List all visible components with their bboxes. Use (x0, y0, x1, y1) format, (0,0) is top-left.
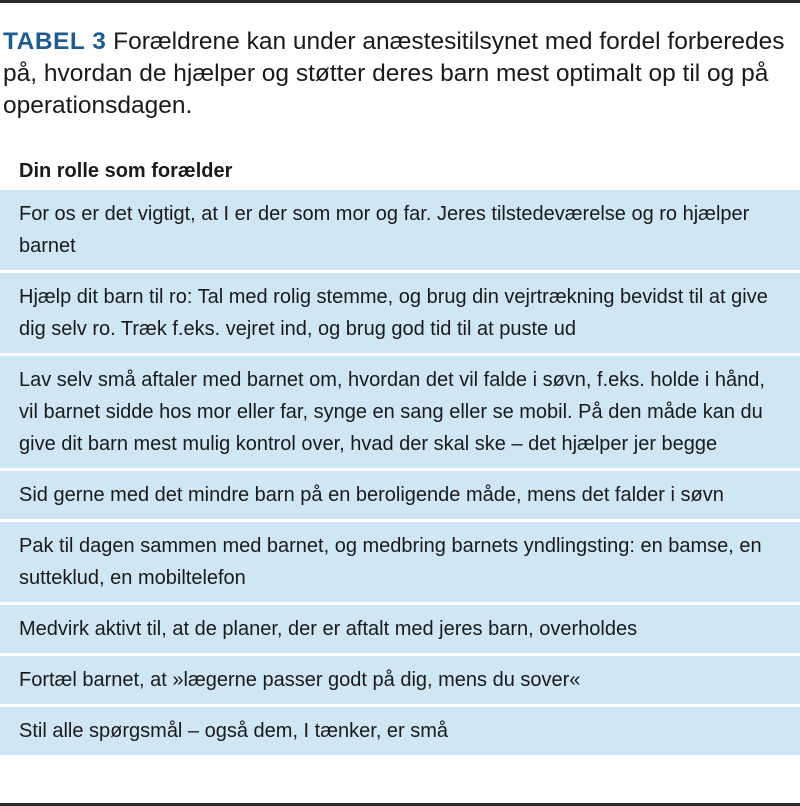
table-header: Din rolle som forælder (19, 160, 233, 182)
table-row: Pak til dagen sammen med barnet, og medbring barnets yndlingsting: en bamse, en sutteklud, en mobiltelefon (0, 522, 800, 605)
table-row: Sid gerne med det mindre barn på en beroligende måde, mens det falder i søvn (0, 471, 800, 522)
info-table (0, 148, 800, 758)
caption-text: Forældrene kan under anæstesitilsynet med fordel forberedes på, hvordan de hjælper og støtter deres barn mest optimalt op til og på operationsdagen. (3, 28, 785, 119)
top-rule (0, 0, 800, 3)
table-row: For os er det vigtigt, at I er der som mor og far. Jeres tilstedeværelse og ro hjælper barnet (0, 190, 800, 273)
table-caption (3, 26, 793, 122)
table-row: Medvirk aktivt til, at de planer, der er aftalt med jeres barn, overholdes (0, 605, 800, 656)
table-row: Stil alle spørgsmål – også dem, I tænker, er små (0, 707, 800, 758)
caption-label: TABEL 3 (3, 28, 107, 55)
table-row: Lav selv små aftaler med barnet om, hvordan det vil falde i søvn, f.eks. holde i hånd, vil barnet sidde hos mor eller far, synge en sang eller se mobil. På den måde kan du give dit barn mest mulig kontrol over, hvad der skal ske – det hjælper jer begge (0, 356, 800, 471)
table-row: Fortæl barnet, at »lægerne passer godt på dig, mens du sover« (0, 656, 800, 707)
table-row: Hjælp dit barn til ro: Tal med rolig stemme, og brug din vejrtrækning bevidst til at give dig selv ro. Træk f.eks. vejret ind, og brug god tid til at puste ud (0, 273, 800, 356)
